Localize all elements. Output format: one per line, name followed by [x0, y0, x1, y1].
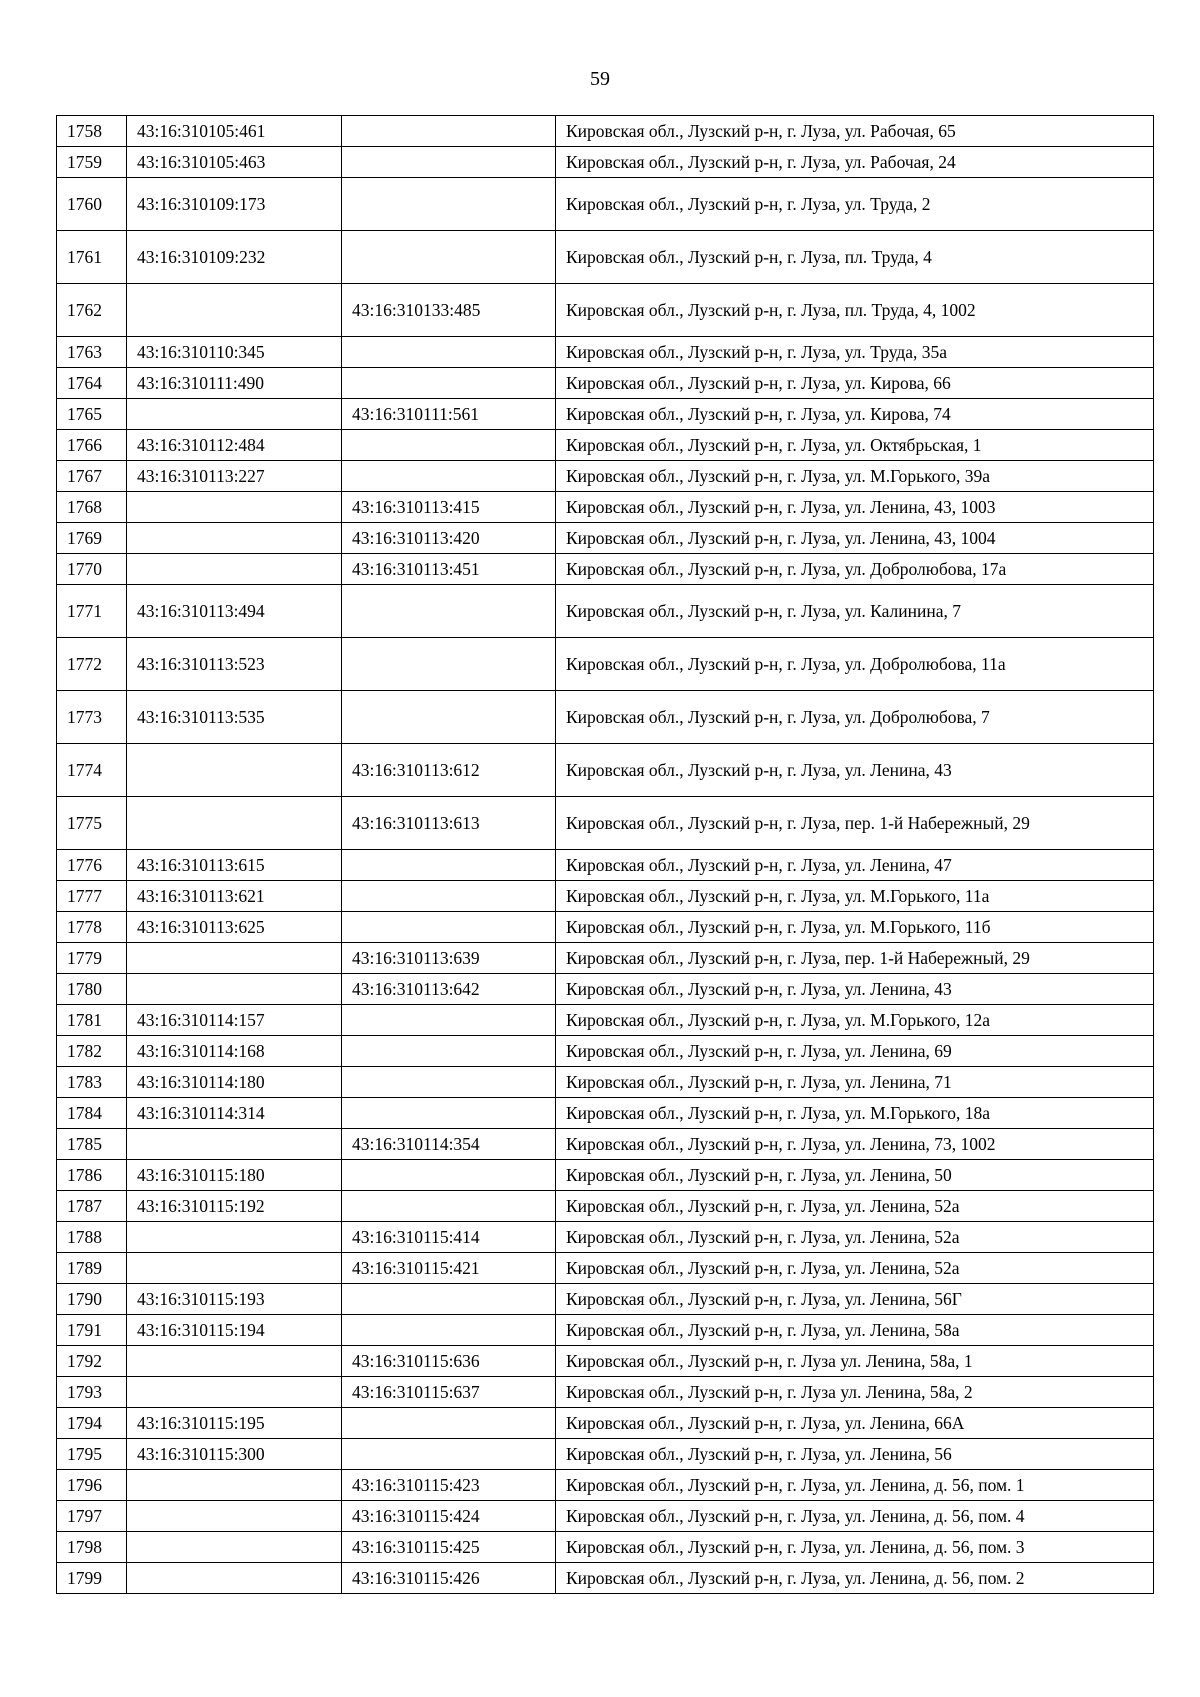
- object-cadastral-number-cell: 43:16:310113:415: [342, 492, 556, 523]
- land-cadastral-number-cell: 43:16:310105:463: [127, 147, 342, 178]
- table-row: [57, 1129, 1154, 1160]
- table-row: [57, 461, 1154, 492]
- object-cadastral-number-cell: 43:16:310111:561: [342, 399, 556, 430]
- address-cell: Кировская обл., Лузский р-н, г. Луза, пер. 1-й Набережный, 29: [556, 943, 1154, 974]
- table-row: [57, 912, 1154, 943]
- land-cadastral-number-cell: [127, 554, 342, 585]
- row-number-cell: 1781: [57, 1005, 127, 1036]
- table-row: [57, 1439, 1154, 1470]
- object-cadastral-number-cell: [342, 1284, 556, 1315]
- object-cadastral-number-cell: 43:16:310113:612: [342, 744, 556, 797]
- object-cadastral-number-cell: [342, 1067, 556, 1098]
- row-number-cell: 1776: [57, 850, 127, 881]
- object-cadastral-number-cell: [342, 585, 556, 638]
- address-cell: Кировская обл., Лузский р-н, г. Луза, ул. М.Горького, 18а: [556, 1098, 1154, 1129]
- address-cell: Кировская обл., Лузский р-н, г. Луза, ул. Труда, 35а: [556, 337, 1154, 368]
- address-cell: Кировская обл., Лузский р-н, г. Луза, ул. Добролюбова, 7: [556, 691, 1154, 744]
- table-row: [57, 1377, 1154, 1408]
- object-cadastral-number-cell: 43:16:310133:485: [342, 284, 556, 337]
- address-cell: Кировская обл., Лузский р-н, г. Луза, ул. Добролюбова, 11а: [556, 638, 1154, 691]
- table-row: [57, 1160, 1154, 1191]
- table-row: [57, 797, 1154, 850]
- table-row: [57, 430, 1154, 461]
- land-cadastral-number-cell: 43:16:310113:494: [127, 585, 342, 638]
- land-cadastral-number-cell: 43:16:310115:194: [127, 1315, 342, 1346]
- row-number-cell: 1765: [57, 399, 127, 430]
- address-cell: Кировская обл., Лузский р-н, г. Луза, ул. М.Горького, 11а: [556, 881, 1154, 912]
- address-cell: Кировская обл., Лузский р-н, г. Луза ул. Ленина, 58а, 2: [556, 1377, 1154, 1408]
- land-cadastral-number-cell: 43:16:310109:232: [127, 231, 342, 284]
- row-number-cell: 1778: [57, 912, 127, 943]
- object-cadastral-number-cell: 43:16:310113:420: [342, 523, 556, 554]
- object-cadastral-number-cell: [342, 147, 556, 178]
- address-cell: Кировская обл., Лузский р-н, г. Луза, ул. Ленина, 58а: [556, 1315, 1154, 1346]
- row-number-cell: 1782: [57, 1036, 127, 1067]
- table-row: [57, 1036, 1154, 1067]
- address-cell: Кировская обл., Лузский р-н, г. Луза, пл. Труда, 4, 1002: [556, 284, 1154, 337]
- land-cadastral-number-cell: 43:16:310109:173: [127, 178, 342, 231]
- land-cadastral-number-cell: 43:16:310115:300: [127, 1439, 342, 1470]
- address-cell: Кировская обл., Лузский р-н, г. Луза, ул. Кирова, 66: [556, 368, 1154, 399]
- row-number-cell: 1793: [57, 1377, 127, 1408]
- land-cadastral-number-cell: [127, 1253, 342, 1284]
- table-row: [57, 1408, 1154, 1439]
- object-cadastral-number-cell: [342, 638, 556, 691]
- address-cell: Кировская обл., Лузский р-н, г. Луза, ул. Калинина, 7: [556, 585, 1154, 638]
- land-cadastral-number-cell: [127, 744, 342, 797]
- table-row: [57, 116, 1154, 147]
- row-number-cell: 1772: [57, 638, 127, 691]
- table-row: [57, 638, 1154, 691]
- address-cell: Кировская обл., Лузский р-н, г. Луза, ул. Ленина, 69: [556, 1036, 1154, 1067]
- table-row: [57, 1315, 1154, 1346]
- row-number-cell: 1794: [57, 1408, 127, 1439]
- land-cadastral-number-cell: 43:16:310114:157: [127, 1005, 342, 1036]
- row-number-cell: 1798: [57, 1532, 127, 1563]
- row-number-cell: 1779: [57, 943, 127, 974]
- address-cell: Кировская обл., Лузский р-н, г. Луза, ул. М.Горького, 12а: [556, 1005, 1154, 1036]
- row-number-cell: 1767: [57, 461, 127, 492]
- land-cadastral-number-cell: [127, 797, 342, 850]
- land-cadastral-number-cell: 43:16:310112:484: [127, 430, 342, 461]
- address-cell: Кировская обл., Лузский р-н, г. Луза, пер. 1-й Набережный, 29: [556, 797, 1154, 850]
- table-row: [57, 850, 1154, 881]
- object-cadastral-number-cell: [342, 1005, 556, 1036]
- land-cadastral-number-cell: 43:16:310114:180: [127, 1067, 342, 1098]
- land-cadastral-number-cell: 43:16:310113:621: [127, 881, 342, 912]
- table-row: [57, 554, 1154, 585]
- row-number-cell: 1768: [57, 492, 127, 523]
- object-cadastral-number-cell: [342, 1160, 556, 1191]
- table-row: [57, 284, 1154, 337]
- land-cadastral-number-cell: [127, 1129, 342, 1160]
- table-row: [57, 231, 1154, 284]
- row-number-cell: 1764: [57, 368, 127, 399]
- table-row: [57, 368, 1154, 399]
- table-row: [57, 974, 1154, 1005]
- object-cadastral-number-cell: 43:16:310115:421: [342, 1253, 556, 1284]
- land-cadastral-number-cell: 43:16:310105:461: [127, 116, 342, 147]
- row-number-cell: 1785: [57, 1129, 127, 1160]
- land-cadastral-number-cell: 43:16:310113:535: [127, 691, 342, 744]
- object-cadastral-number-cell: [342, 1036, 556, 1067]
- land-cadastral-number-cell: 43:16:310113:615: [127, 850, 342, 881]
- table-row: [57, 1563, 1154, 1594]
- land-cadastral-number-cell: 43:16:310115:180: [127, 1160, 342, 1191]
- land-cadastral-number-cell: [127, 1532, 342, 1563]
- row-number-cell: 1784: [57, 1098, 127, 1129]
- object-cadastral-number-cell: 43:16:310115:426: [342, 1563, 556, 1594]
- address-cell: Кировская обл., Лузский р-н, г. Луза, ул. Ленина, 43, 1003: [556, 492, 1154, 523]
- object-cadastral-number-cell: [342, 881, 556, 912]
- land-cadastral-number-cell: 43:16:310111:490: [127, 368, 342, 399]
- object-cadastral-number-cell: [342, 1098, 556, 1129]
- land-cadastral-number-cell: [127, 1501, 342, 1532]
- table-row: [57, 399, 1154, 430]
- table-row: [57, 147, 1154, 178]
- row-number-cell: 1799: [57, 1563, 127, 1594]
- row-number-cell: 1786: [57, 1160, 127, 1191]
- object-cadastral-number-cell: 43:16:310113:613: [342, 797, 556, 850]
- object-cadastral-number-cell: 43:16:310115:423: [342, 1470, 556, 1501]
- address-cell: Кировская обл., Лузский р-н, г. Луза, ул. Ленина, д. 56, пом. 3: [556, 1532, 1154, 1563]
- table-row: [57, 1284, 1154, 1315]
- row-number-cell: 1788: [57, 1222, 127, 1253]
- table-row: [57, 523, 1154, 554]
- row-number-cell: 1758: [57, 116, 127, 147]
- object-cadastral-number-cell: 43:16:310115:637: [342, 1377, 556, 1408]
- object-cadastral-number-cell: [342, 178, 556, 231]
- address-cell: Кировская обл., Лузский р-н, г. Луза, ул. Ленина, д. 56, пом. 4: [556, 1501, 1154, 1532]
- address-cell: Кировская обл., Лузский р-н, г. Луза, ул. Октябрьская, 1: [556, 430, 1154, 461]
- land-cadastral-number-cell: 43:16:310115:193: [127, 1284, 342, 1315]
- address-cell: Кировская обл., Лузский р-н, г. Луза, ул. Рабочая, 65: [556, 116, 1154, 147]
- object-cadastral-number-cell: 43:16:310115:414: [342, 1222, 556, 1253]
- row-number-cell: 1777: [57, 881, 127, 912]
- table-row: [57, 943, 1154, 974]
- table-row: [57, 1067, 1154, 1098]
- object-cadastral-number-cell: [342, 912, 556, 943]
- land-cadastral-number-cell: [127, 943, 342, 974]
- land-cadastral-number-cell: [127, 1346, 342, 1377]
- row-number-cell: 1775: [57, 797, 127, 850]
- table-row: [57, 585, 1154, 638]
- address-cell: Кировская обл., Лузский р-н, г. Луза, ул. Ленина, 56: [556, 1439, 1154, 1470]
- object-cadastral-number-cell: 43:16:310113:639: [342, 943, 556, 974]
- object-cadastral-number-cell: 43:16:310113:642: [342, 974, 556, 1005]
- table-row: [57, 1005, 1154, 1036]
- object-cadastral-number-cell: [342, 368, 556, 399]
- address-cell: Кировская обл., Лузский р-н, г. Луза, ул. Ленина, 43: [556, 974, 1154, 1005]
- address-cell: Кировская обл., Лузский р-н, г. Луза, ул. Ленина, 56Г: [556, 1284, 1154, 1315]
- row-number-cell: 1774: [57, 744, 127, 797]
- object-cadastral-number-cell: 43:16:310115:425: [342, 1532, 556, 1563]
- row-number-cell: 1769: [57, 523, 127, 554]
- object-cadastral-number-cell: [342, 850, 556, 881]
- address-cell: Кировская обл., Лузский р-н, г. Луза, ул. Ленина, 66А: [556, 1408, 1154, 1439]
- object-cadastral-number-cell: [342, 430, 556, 461]
- table-row: [57, 1501, 1154, 1532]
- table-row: [57, 691, 1154, 744]
- table-row: [57, 178, 1154, 231]
- object-cadastral-number-cell: [342, 1439, 556, 1470]
- row-number-cell: 1783: [57, 1067, 127, 1098]
- land-cadastral-number-cell: 43:16:310115:195: [127, 1408, 342, 1439]
- row-number-cell: 1795: [57, 1439, 127, 1470]
- address-cell: Кировская обл., Лузский р-н, г. Луза, ул. Ленина, 71: [556, 1067, 1154, 1098]
- table-row: [57, 1346, 1154, 1377]
- row-number-cell: 1773: [57, 691, 127, 744]
- address-cell: Кировская обл., Лузский р-н, г. Луза, ул. Ленина, д. 56, пом. 1: [556, 1470, 1154, 1501]
- row-number-cell: 1787: [57, 1191, 127, 1222]
- land-cadastral-number-cell: [127, 399, 342, 430]
- row-number-cell: 1759: [57, 147, 127, 178]
- row-number-cell: 1789: [57, 1253, 127, 1284]
- object-cadastral-number-cell: [342, 1408, 556, 1439]
- object-cadastral-number-cell: [342, 461, 556, 492]
- address-cell: Кировская обл., Лузский р-н, г. Луза, ул. М.Горького, 39а: [556, 461, 1154, 492]
- object-cadastral-number-cell: 43:16:310115:424: [342, 1501, 556, 1532]
- table-row: [57, 1098, 1154, 1129]
- land-cadastral-number-cell: [127, 974, 342, 1005]
- row-number-cell: 1792: [57, 1346, 127, 1377]
- address-cell: Кировская обл., Лузский р-н, г. Луза, пл. Труда, 4: [556, 231, 1154, 284]
- address-cell: Кировская обл., Лузский р-н, г. Луза ул. Ленина, 58а, 1: [556, 1346, 1154, 1377]
- land-cadastral-number-cell: 43:16:310115:192: [127, 1191, 342, 1222]
- object-cadastral-number-cell: 43:16:310113:451: [342, 554, 556, 585]
- address-cell: Кировская обл., Лузский р-н, г. Луза, ул. Ленина, 73, 1002: [556, 1129, 1154, 1160]
- object-cadastral-number-cell: 43:16:310115:636: [342, 1346, 556, 1377]
- table-row: [57, 337, 1154, 368]
- row-number-cell: 1762: [57, 284, 127, 337]
- address-cell: Кировская обл., Лузский р-н, г. Луза, ул. Кирова, 74: [556, 399, 1154, 430]
- land-cadastral-number-cell: [127, 284, 342, 337]
- table-row: [57, 492, 1154, 523]
- object-cadastral-number-cell: [342, 691, 556, 744]
- land-cadastral-number-cell: 43:16:310113:523: [127, 638, 342, 691]
- row-number-cell: 1770: [57, 554, 127, 585]
- land-cadastral-number-cell: 43:16:310114:314: [127, 1098, 342, 1129]
- object-cadastral-number-cell: [342, 116, 556, 147]
- address-cell: Кировская обл., Лузский р-н, г. Луза, ул. Добролюбова, 17а: [556, 554, 1154, 585]
- land-cadastral-number-cell: [127, 1377, 342, 1408]
- land-cadastral-number-cell: [127, 492, 342, 523]
- row-number-cell: 1761: [57, 231, 127, 284]
- land-cadastral-number-cell: [127, 1470, 342, 1501]
- row-number-cell: 1796: [57, 1470, 127, 1501]
- object-cadastral-number-cell: [342, 1315, 556, 1346]
- land-cadastral-number-cell: 43:16:310114:168: [127, 1036, 342, 1067]
- land-cadastral-number-cell: 43:16:310113:227: [127, 461, 342, 492]
- object-cadastral-number-cell: [342, 337, 556, 368]
- object-cadastral-number-cell: [342, 231, 556, 284]
- row-number-cell: 1763: [57, 337, 127, 368]
- table-row: [57, 1222, 1154, 1253]
- address-cell: Кировская обл., Лузский р-н, г. Луза, ул. Ленина, 52а: [556, 1191, 1154, 1222]
- land-cadastral-number-cell: [127, 1563, 342, 1594]
- land-cadastral-number-cell: [127, 523, 342, 554]
- land-cadastral-number-cell: 43:16:310113:625: [127, 912, 342, 943]
- address-cell: Кировская обл., Лузский р-н, г. Луза, ул. Ленина, 43, 1004: [556, 523, 1154, 554]
- address-cell: Кировская обл., Лузский р-н, г. Луза, ул. Ленина, 52а: [556, 1253, 1154, 1284]
- registry-body: [57, 116, 1154, 1594]
- land-cadastral-number-cell: [127, 1222, 342, 1253]
- registry-table: [56, 115, 1154, 1594]
- object-cadastral-number-cell: 43:16:310114:354: [342, 1129, 556, 1160]
- address-cell: Кировская обл., Лузский р-н, г. Луза, ул. Ленина, д. 56, пом. 2: [556, 1563, 1154, 1594]
- row-number-cell: 1760: [57, 178, 127, 231]
- address-cell: Кировская обл., Лузский р-н, г. Луза, ул. Рабочая, 24: [556, 147, 1154, 178]
- row-number-cell: 1791: [57, 1315, 127, 1346]
- table-row: [57, 1191, 1154, 1222]
- address-cell: Кировская обл., Лузский р-н, г. Луза, ул. М.Горького, 11б: [556, 912, 1154, 943]
- table-row: [57, 881, 1154, 912]
- address-cell: Кировская обл., Лузский р-н, г. Луза, ул. Ленина, 52а: [556, 1222, 1154, 1253]
- address-cell: Кировская обл., Лузский р-н, г. Луза, ул. Ленина, 50: [556, 1160, 1154, 1191]
- address-cell: Кировская обл., Лузский р-н, г. Луза, ул. Труда, 2: [556, 178, 1154, 231]
- object-cadastral-number-cell: [342, 1191, 556, 1222]
- row-number-cell: 1797: [57, 1501, 127, 1532]
- address-cell: Кировская обл., Лузский р-н, г. Луза, ул. Ленина, 43: [556, 744, 1154, 797]
- table-row: [57, 1532, 1154, 1563]
- table-row: [57, 1470, 1154, 1501]
- page-number: 59: [590, 68, 610, 90]
- address-cell: Кировская обл., Лузский р-н, г. Луза, ул. Ленина, 47: [556, 850, 1154, 881]
- land-cadastral-number-cell: 43:16:310110:345: [127, 337, 342, 368]
- table-row: [57, 744, 1154, 797]
- table-row: [57, 1253, 1154, 1284]
- row-number-cell: 1771: [57, 585, 127, 638]
- row-number-cell: 1780: [57, 974, 127, 1005]
- row-number-cell: 1790: [57, 1284, 127, 1315]
- row-number-cell: 1766: [57, 430, 127, 461]
